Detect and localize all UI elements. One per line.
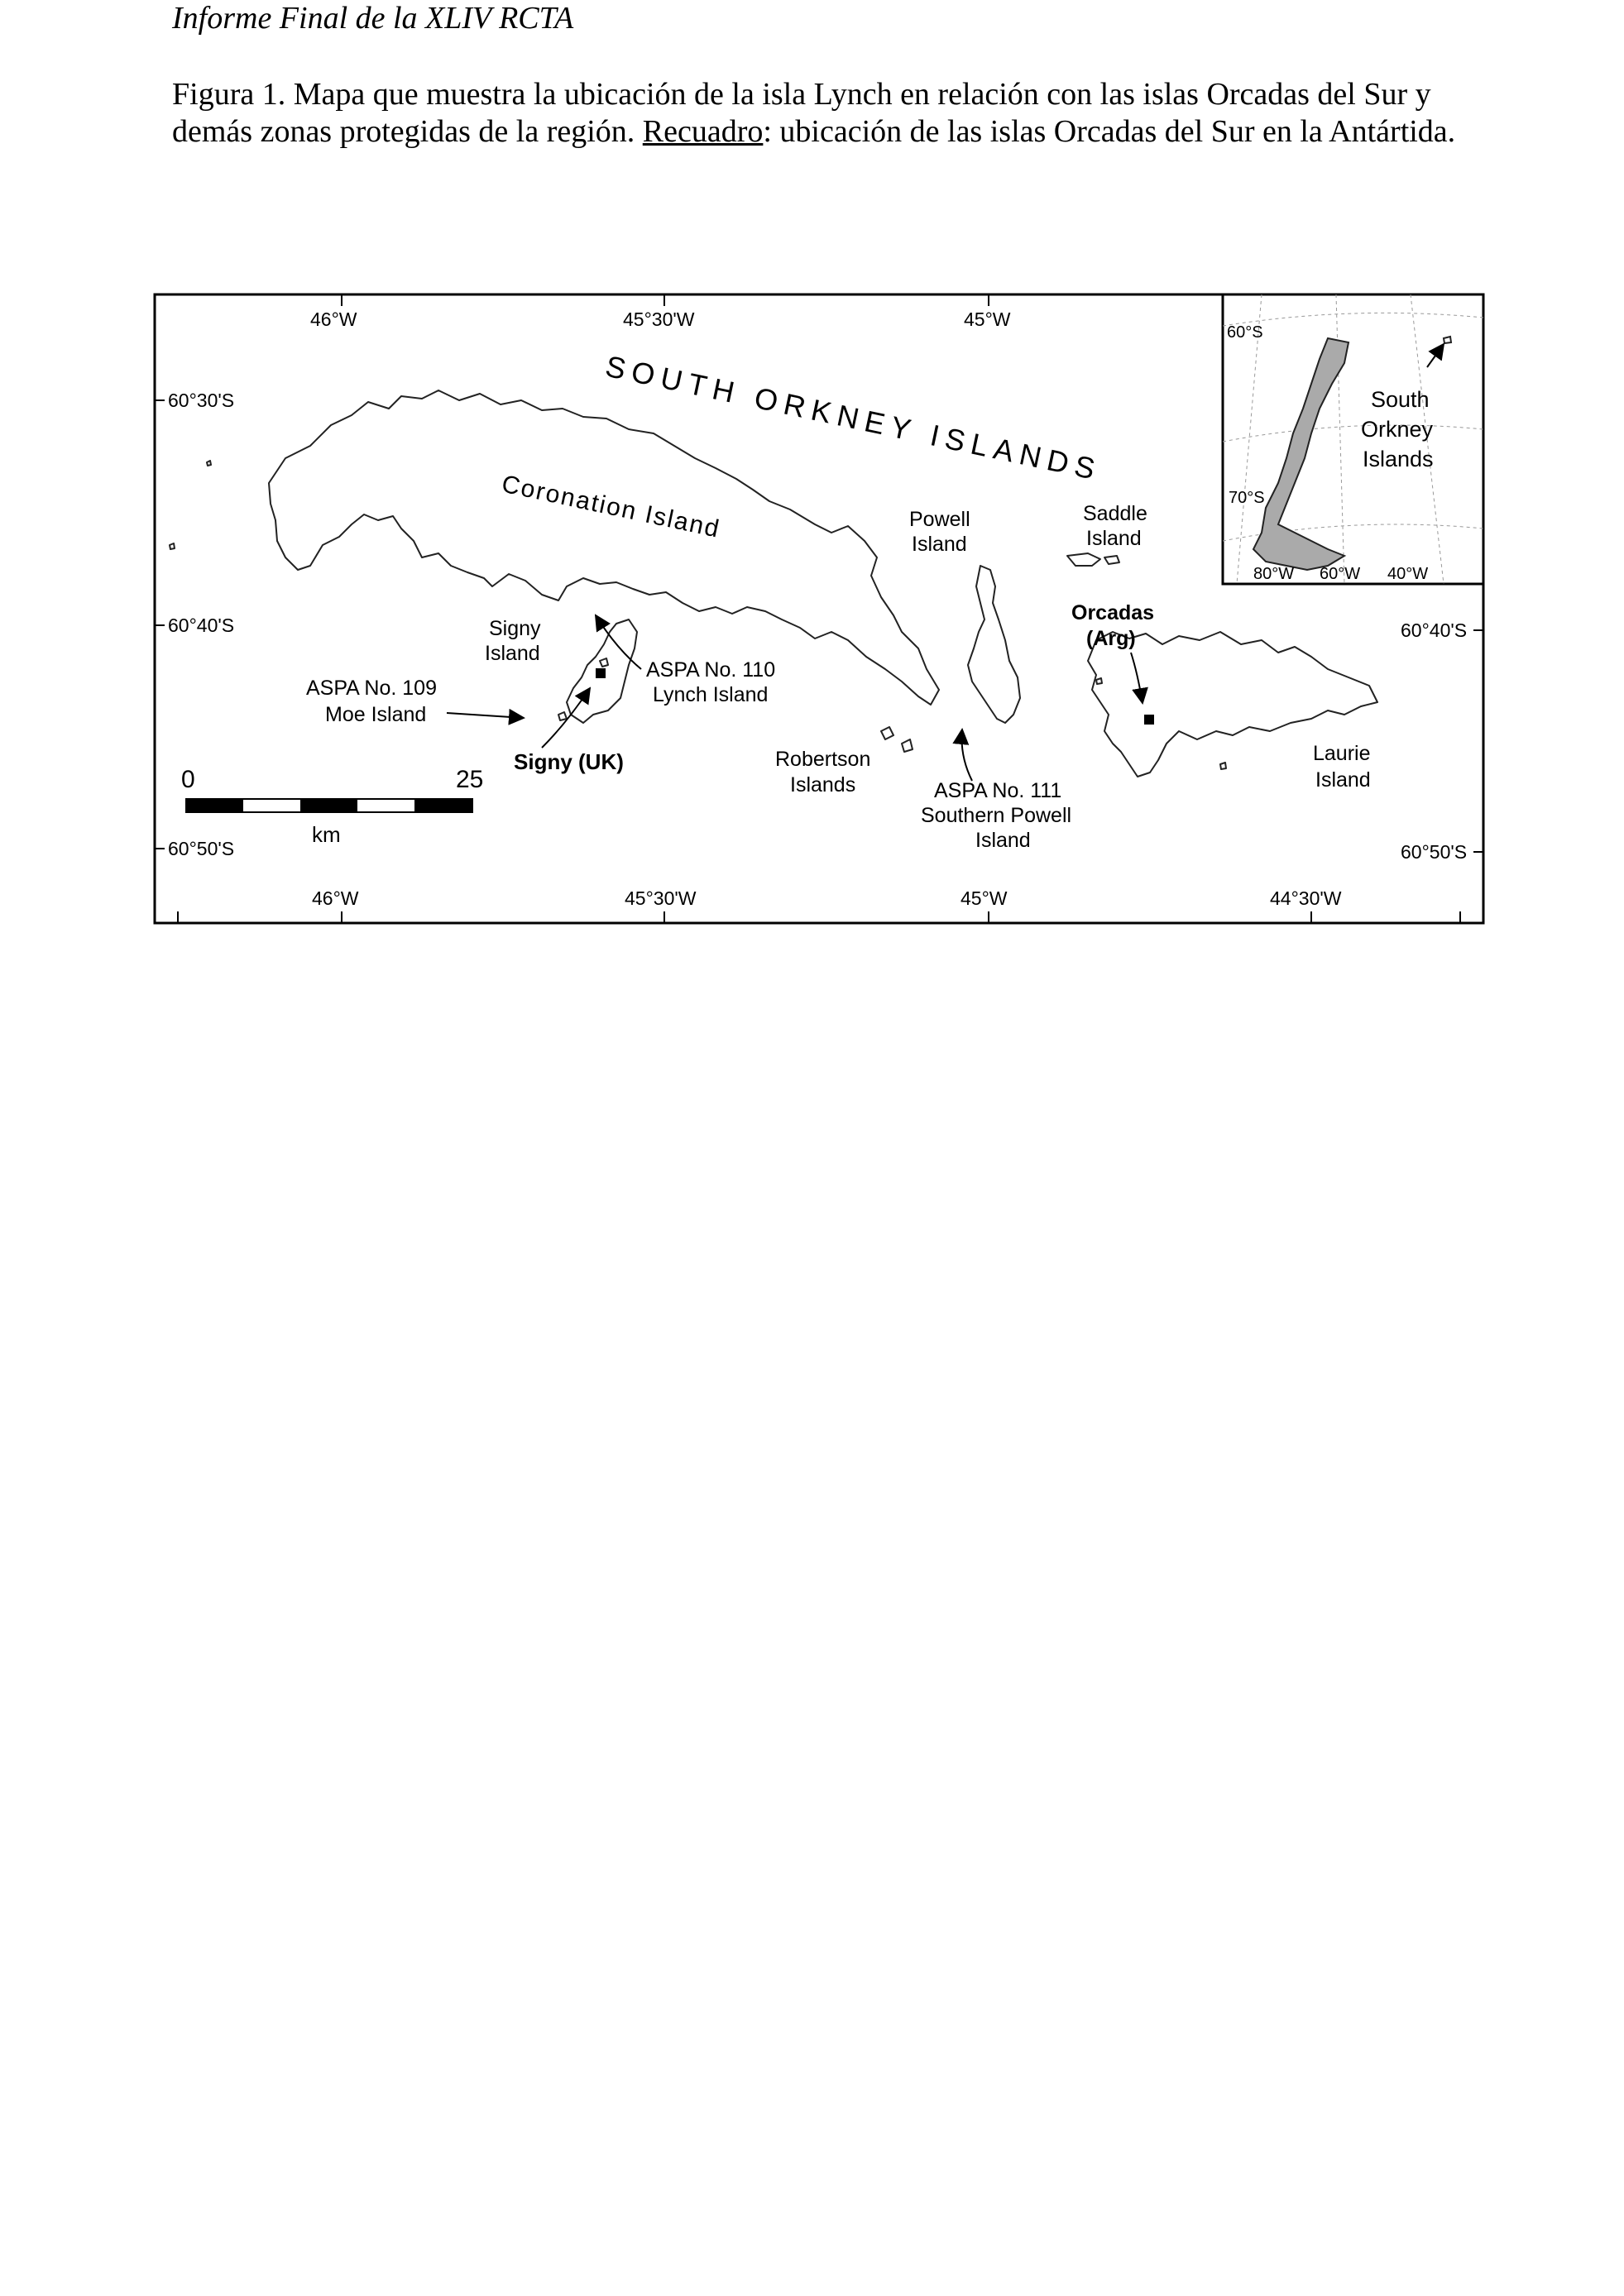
scale-end: 25 — [456, 766, 484, 793]
lat-right-6050s: 60°50'S — [1401, 841, 1468, 863]
scale-unit: km — [312, 822, 341, 847]
label-signy-2: Island — [485, 642, 540, 665]
inset-label-2: Orkney — [1361, 417, 1434, 442]
label-aspa-109-1: ASPA No. 109 — [306, 677, 437, 700]
caption-inset-word: Recuadro — [642, 114, 764, 149]
label-aspa-111-1: ASPA No. 111 — [934, 779, 1062, 802]
inset-lat-60: 60°S — [1227, 323, 1263, 342]
label-saddle-2: Island — [1086, 527, 1142, 550]
map-title: SOUTH ORKNEY ISLANDS — [602, 348, 1104, 487]
label-powell-1: Powell — [909, 508, 970, 531]
label-aspa-109-2: Moe Island — [325, 703, 427, 726]
south-orkney-map — [153, 293, 1485, 925]
label-orcadas-2: (Arg) — [1086, 627, 1136, 650]
label-robertson-2: Islands — [790, 773, 856, 796]
lon-top-45w: 45°W — [964, 309, 1011, 330]
lat-right-6040s: 60°40'S — [1401, 619, 1468, 641]
inset-lon-60w: 60°W — [1320, 565, 1361, 583]
lat-left-6050s: 60°50'S — [168, 838, 235, 859]
caption-lead: Figura 1. Mapa que muestra la ubicación de la isla Lynch en relación con las islas Orcadas del Sur y demás zonas protegidas de la región. — [172, 77, 1431, 149]
lon-top-46w: 46°W — [310, 309, 357, 330]
inset-lon-40w: 40°W — [1387, 565, 1429, 583]
lon-top-4530w: 45°30'W — [623, 309, 695, 330]
inset-label-1: South — [1371, 387, 1430, 412]
label-powell-2: Island — [912, 533, 967, 556]
inset-lat-70: 70°S — [1229, 489, 1265, 507]
lon-bottom-4430w: 44°30'W — [1270, 887, 1342, 909]
label-laurie-1: Laurie — [1313, 742, 1371, 765]
antarctica-inset — [1223, 294, 1483, 584]
label-aspa-110-2: Lynch Island — [653, 683, 769, 706]
label-signy-1: Signy — [489, 617, 541, 640]
figure-caption — [172, 76, 1463, 151]
label-laurie-2: Island — [1315, 768, 1371, 792]
label-aspa-111-2: Southern Powell — [921, 804, 1072, 827]
label-saddle-1: Saddle — [1083, 502, 1147, 525]
lon-bottom-4530w: 45°30'W — [625, 887, 697, 909]
label-orcadas-1: Orcadas — [1071, 601, 1155, 624]
running-header: Informe Final de la XLIV RCTA — [172, 1, 574, 36]
label-robertson-1: Robertson — [775, 748, 871, 771]
label-coronation-island: Coronation Island — [499, 470, 723, 543]
orcadas-station-marker — [1144, 715, 1154, 725]
caption-tail: : ubicación de las islas Orcadas del Sur en la Antártida. — [763, 114, 1456, 149]
lat-left-6040s: 60°40'S — [168, 615, 235, 636]
label-aspa-111-3: Island — [975, 829, 1031, 852]
lon-bottom-46w: 46°W — [312, 887, 359, 909]
label-signy-station: Signy (UK) — [514, 749, 624, 774]
label-aspa-110-1: ASPA No. 110 — [646, 658, 776, 682]
scale-start: 0 — [181, 766, 195, 793]
lon-bottom-45w: 45°W — [961, 887, 1008, 909]
inset-label-3: Islands — [1363, 447, 1434, 471]
lat-left-6030s: 60°30'S — [168, 390, 235, 411]
signy-station-marker — [596, 668, 606, 678]
inset-lon-80w: 80°W — [1253, 565, 1295, 583]
